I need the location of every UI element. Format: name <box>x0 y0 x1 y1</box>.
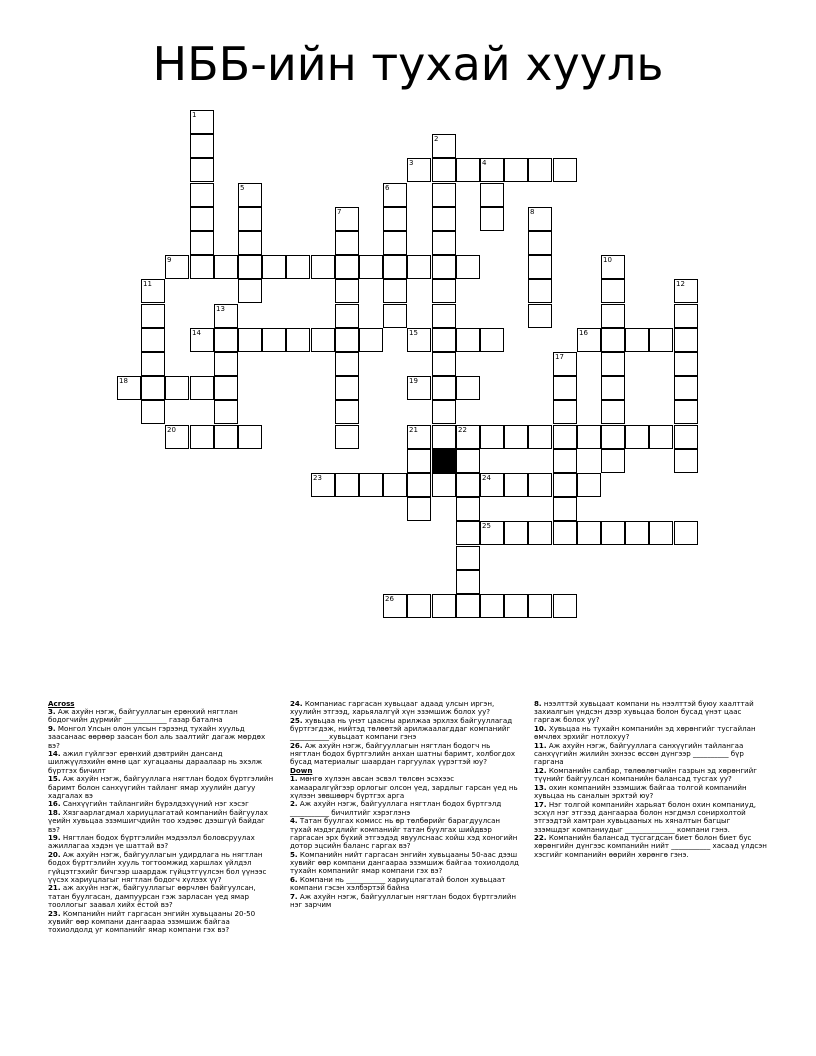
clue-item <box>48 725 276 750</box>
grid-cell[interactable] <box>432 594 456 618</box>
grid-cell[interactable] <box>480 158 504 182</box>
clue-number: 13 <box>216 305 225 313</box>
grid-cell[interactable] <box>504 158 528 182</box>
grid-cell[interactable] <box>407 158 431 182</box>
clue-item-text: Компанийн нийт гаргасан энгийн хувьцааны 20-50 хувийг өөр компани дангаараа эзэмшиж байгаа тохиолдолд уг компанийг ямар компани гэх вэ? <box>48 908 256 934</box>
grid-cell[interactable] <box>432 376 456 400</box>
clue-item-text: охин компанийн эзэмшиж байгаа толгой компанийн хувьцаа нь саналын эрхтэй юу? <box>534 783 747 801</box>
grid-cell[interactable] <box>674 328 698 352</box>
grid-cell[interactable] <box>383 279 407 303</box>
clue-number: 9 <box>167 256 172 264</box>
grid-cell[interactable] <box>311 328 335 352</box>
grid-cell[interactable] <box>553 521 577 545</box>
grid-cell[interactable] <box>432 207 456 231</box>
clue-item <box>290 717 520 742</box>
grid-cell[interactable] <box>601 521 625 545</box>
grid-cell[interactable] <box>456 497 480 521</box>
clue-number: 5 <box>240 184 245 192</box>
clue-number: 4 <box>482 159 487 167</box>
grid-cell[interactable] <box>553 352 577 376</box>
clue-number: 12 <box>676 280 685 288</box>
clue-item <box>534 700 768 725</box>
clue-item <box>290 700 520 716</box>
grid-cell[interactable] <box>190 231 214 255</box>
clue-number: 18 <box>119 377 128 385</box>
grid-cell[interactable] <box>456 594 480 618</box>
grid-cell[interactable] <box>359 255 383 279</box>
grid-cell[interactable] <box>674 376 698 400</box>
grid-cell[interactable] <box>141 352 165 376</box>
grid-cell[interactable] <box>335 255 359 279</box>
clue-item-text: Компанийн балансад тусгагдсан биет болон биет бус хөрөнгийн дүнгээс компанийн нийт ___________ хасаад үлдсэн хэсгийг компанийн өөрийн хөрөнгө гэнэ. <box>534 833 767 859</box>
grid-cell[interactable] <box>649 521 673 545</box>
grid-cell[interactable] <box>214 304 238 328</box>
grid-cell[interactable] <box>432 279 456 303</box>
clue-item-text: Аж ахуйн нэгж, байгууллага санхүүгийн тайлангаа санхүүгийн жилийн эхнээс өссөн дүнгээр __________ бүр гаргана <box>534 741 744 767</box>
clue-item <box>534 801 768 834</box>
clue-item-text: Монгол Улсын олон улсын гэрээнд тухайн хуульд заасанаас өөрөөр заасан бол аль заалтийг дагаж мөрдөх вэ? <box>48 724 266 750</box>
clue-item-text: Татан буулгах комисс нь өр төлбөрийг барагдуулсан тухай мэдэгдлийг компанийг татан буулгах шийдвэр гаргасан эрх бүхий этгээдэд явуулснаас хойш хэд хоногийн дотор эцсийн баланс гаргах вэ? <box>290 816 518 850</box>
clue-number: 19 <box>409 377 418 385</box>
clue-item-text: Аж ахуйн нэгж, байгууллага нягтлан бодох бүртгэлд ___________ бичилтийг хэрэглэнэ <box>290 799 502 817</box>
puzzle-title: НББ-ийн тухай хууль <box>152 37 664 91</box>
grid-cell[interactable] <box>674 521 698 545</box>
clue-item-text: нээлттэй хувьцаат компани нь нээлттэй буюу хаалттай захиалгын үндсэн дээр хувьцаа болон бусад үнэт цаас гаргаж болох уу? <box>534 699 754 725</box>
clue-item-number: 14. <box>48 749 61 759</box>
grid-cell[interactable] <box>577 425 601 449</box>
clue-item-number: 1. <box>290 774 298 784</box>
clue-number: 7 <box>337 208 342 216</box>
clue-number: 20 <box>167 426 176 434</box>
clue-item-number: 16. <box>48 799 61 809</box>
grid-cell[interactable] <box>432 183 456 207</box>
clue-item-number: 19. <box>48 833 61 843</box>
clue-item-number: 25. <box>290 715 303 725</box>
grid-cell[interactable] <box>601 352 625 376</box>
clue-item <box>290 893 520 909</box>
grid-cell[interactable] <box>238 231 262 255</box>
grid-cell[interactable] <box>335 352 359 376</box>
grid-cell[interactable] <box>407 594 431 618</box>
grid-cell[interactable] <box>674 449 698 473</box>
grid-cell[interactable] <box>674 425 698 449</box>
grid-cell[interactable] <box>601 279 625 303</box>
grid-cell[interactable] <box>383 207 407 231</box>
grid-cell[interactable] <box>383 473 407 497</box>
clue-number: 16 <box>579 329 588 337</box>
clue-item-text: Компани нь ___________ хариуцлагатай болон хувьцаат компани гэсэн хэлбэртэй байна <box>290 874 506 892</box>
grid-cell[interactable] <box>649 328 673 352</box>
grid-cell[interactable] <box>601 328 625 352</box>
grid-cell[interactable] <box>190 110 214 134</box>
grid-cell[interactable] <box>286 328 310 352</box>
clue-item-number: 2. <box>290 799 298 809</box>
clue-item <box>48 884 276 909</box>
grid-cell[interactable] <box>456 328 480 352</box>
clue-item-text: Санхүүгийн тайлангийн бүрэлдэхүүний нэг хэсэг <box>62 799 249 809</box>
grid-cell[interactable] <box>214 255 238 279</box>
clue-item-number: 13. <box>534 783 547 793</box>
grid-cell[interactable] <box>141 304 165 328</box>
clue-number: 10 <box>603 256 612 264</box>
clue-item-number: 8. <box>534 699 542 708</box>
grid-cell[interactable] <box>674 400 698 424</box>
grid-cell[interactable] <box>165 376 189 400</box>
grid-cell[interactable] <box>238 279 262 303</box>
grid-cell[interactable] <box>432 352 456 376</box>
grid-cell[interactable] <box>480 328 504 352</box>
grid-cell[interactable] <box>504 594 528 618</box>
clue-item-text: Хязгаарлагдмал хариуцлагатай компанийн байгуулах үеийн хувьцаа эзэмшигчдийн тоо хэдэөс дээшгүй байдаг вэ? <box>48 808 268 834</box>
grid-cell[interactable] <box>456 521 480 545</box>
clue-item <box>534 742 768 767</box>
grid-cell[interactable] <box>214 400 238 424</box>
clue-number: 26 <box>385 595 394 603</box>
grid-cell[interactable] <box>504 521 528 545</box>
clue-item <box>290 742 520 767</box>
grid-cell[interactable] <box>601 449 625 473</box>
grid-cell[interactable] <box>407 328 431 352</box>
clue-item-number: 6. <box>290 874 298 884</box>
grid-cell[interactable] <box>190 255 214 279</box>
grid-cell[interactable] <box>335 425 359 449</box>
clue-number: 1 <box>192 111 197 119</box>
grid-cell[interactable] <box>674 279 698 303</box>
grid-cell[interactable] <box>190 207 214 231</box>
clue-item-number: 18. <box>48 808 61 818</box>
across-heading: Across <box>48 699 75 708</box>
grid-cell[interactable] <box>553 158 577 182</box>
clue-item-text: Аж ахуйн нэгж, байгууллага нягтлан бодох бүртгэлийн баримт болон санхүүгийн тайланг ямар хуулийн дагуу хадгалах вэ <box>48 774 274 800</box>
grid-cell[interactable] <box>407 376 431 400</box>
grid-cell[interactable] <box>165 425 189 449</box>
clue-item <box>534 767 768 783</box>
clue-item-number: 15. <box>48 774 61 784</box>
black-cell <box>432 449 456 473</box>
clue-number: 22 <box>458 426 467 434</box>
grid-cell[interactable] <box>553 594 577 618</box>
grid-cell[interactable] <box>190 425 214 449</box>
grid-cell[interactable] <box>335 473 359 497</box>
clue-item-number: 11. <box>534 741 547 751</box>
clue-item-text: Аж ахуйн нэгж, байгууллагын ерөнхий нягтлан бодогчийн дүрмийг ____________ газар батална <box>48 707 238 725</box>
grid-cell[interactable] <box>141 279 165 303</box>
grid-cell[interactable] <box>311 255 335 279</box>
clue-item-text: Компанийн нийт гаргасан энгийн хувьцааны 50-аас дээш хувийг өөр компани дангаараа эзэмшиж байгаа тохиолдолд тухайн компанийг ямар компани гэх вэ? <box>290 849 519 876</box>
clue-item <box>290 876 520 892</box>
grid-cell[interactable] <box>359 328 383 352</box>
grid-cell[interactable] <box>190 328 214 352</box>
clue-number: 24 <box>482 474 491 482</box>
clue-number: 15 <box>409 329 418 337</box>
clue-item-number: 7. <box>290 891 298 901</box>
grid-cell[interactable] <box>456 425 480 449</box>
grid-cell[interactable] <box>432 400 456 424</box>
grid-cell[interactable] <box>528 425 552 449</box>
grid-cell[interactable] <box>601 376 625 400</box>
grid-cell[interactable] <box>141 376 165 400</box>
clue-item <box>48 910 276 935</box>
clue-number: 23 <box>313 474 322 482</box>
grid-cell[interactable] <box>407 473 431 497</box>
clue-item <box>290 775 520 800</box>
clue-item-text: Аж ахуйн нэгж, байгууллагын удирдлага нь нягтлан бодох бүртгэлийн хууль тогтоомжид харшлах үйлдэл гүйцэтгэхийг бичгээр шаардаж гүйцэтгүүлсэн бол үүнээс үүсэх хариуцлагыг нягтлан бодогч хүлээх үү? <box>48 850 267 884</box>
grid-cell[interactable] <box>335 207 359 231</box>
grid-cell[interactable] <box>432 134 456 158</box>
grid-cell[interactable] <box>480 473 504 497</box>
clues-column-3 <box>534 700 768 859</box>
clue-item <box>48 775 276 800</box>
grid-cell[interactable] <box>432 231 456 255</box>
clue-item-number: 4. <box>290 816 298 826</box>
grid-cell[interactable] <box>432 328 456 352</box>
clue-item <box>48 750 276 775</box>
clue-item-text: мөнгө хүлээн авсан эсвэл төлсөн эсэхээс хамааралгүйгээр орлогыг олсон үед, зардлыг гарсан үед нь хүлээн зөвшөөрч бүртгэх арга <box>290 774 518 800</box>
clues-column-1 <box>48 700 276 935</box>
grid-cell[interactable] <box>577 328 601 352</box>
grid-cell[interactable] <box>480 594 504 618</box>
grid-cell[interactable] <box>528 158 552 182</box>
grid-cell[interactable] <box>528 279 552 303</box>
grid-cell[interactable] <box>553 376 577 400</box>
clue-item-text: Нэг толгой компанийн харьяат болон охин компаниуд, эсхүл нэг этгээд дангаараа болон нэгдмэл сонирхолтой этгээдтэй хамтран хувьцааных нь хяналтын багцыг эзэмшдэг компаниудыг ______________ компани гэнэ. <box>534 799 757 834</box>
grid-cell[interactable] <box>480 207 504 231</box>
clue-item-number: 12. <box>534 766 547 776</box>
clue-item <box>290 851 520 876</box>
clue-number: 11 <box>143 280 152 288</box>
grid-cell[interactable] <box>432 425 456 449</box>
grid-cell[interactable] <box>383 594 407 618</box>
grid-cell[interactable] <box>238 207 262 231</box>
clue-item-number: 10. <box>534 724 547 734</box>
grid-cell[interactable] <box>553 449 577 473</box>
grid-cell[interactable] <box>383 183 407 207</box>
grid-cell[interactable] <box>190 134 214 158</box>
grid-cell[interactable] <box>528 255 552 279</box>
grid-cell[interactable] <box>214 328 238 352</box>
grid-cell[interactable] <box>528 473 552 497</box>
clue-item-text: Компанийн салбар, төлөөлөгчийн газрын эд хөрөнгийг түүнийг байгуулсан компанийн балансад тусгах уу? <box>534 766 758 784</box>
grid-cell[interactable] <box>553 497 577 521</box>
grid-cell[interactable] <box>190 158 214 182</box>
grid-cell[interactable] <box>674 352 698 376</box>
clue-item-number: 21. <box>48 883 61 893</box>
grid-cell[interactable] <box>674 304 698 328</box>
grid-cell[interactable] <box>238 183 262 207</box>
grid-cell[interactable] <box>456 158 480 182</box>
grid-cell[interactable] <box>601 255 625 279</box>
grid-cell[interactable] <box>504 425 528 449</box>
grid-cell[interactable] <box>577 521 601 545</box>
clue-item <box>48 851 276 884</box>
clue-item-number: 23. <box>48 908 61 918</box>
grid-cell[interactable] <box>456 570 480 594</box>
grid-cell[interactable] <box>432 473 456 497</box>
grid-cell[interactable] <box>456 546 480 570</box>
grid-cell[interactable] <box>214 352 238 376</box>
clue-number: 3 <box>409 159 414 167</box>
grid-cell[interactable] <box>528 521 552 545</box>
grid-cell[interactable] <box>407 425 431 449</box>
grid-cell[interactable] <box>335 231 359 255</box>
grid-cell[interactable] <box>432 304 456 328</box>
grid-cell[interactable] <box>625 328 649 352</box>
grid-cell[interactable] <box>528 231 552 255</box>
clue-number: 2 <box>434 135 439 143</box>
grid-cell[interactable] <box>117 376 141 400</box>
clue-item-number: 3. <box>48 707 56 717</box>
clue-item-text: ажил гүйлгээг ерөнхий дэвтрийн дансанд шилжүүлэхийн өмнө цаг хугацааны дараалаар нь эхэлж бүртгэх бичилт <box>48 749 263 775</box>
grid-cell[interactable] <box>601 400 625 424</box>
grid-cell[interactable] <box>456 449 480 473</box>
grid-cell[interactable] <box>480 521 504 545</box>
clue-item <box>534 834 768 859</box>
grid-cell[interactable] <box>577 473 601 497</box>
clue-number: 8 <box>530 208 535 216</box>
grid-cell[interactable] <box>649 425 673 449</box>
grid-cell[interactable] <box>553 473 577 497</box>
grid-cell[interactable] <box>407 255 431 279</box>
grid-cell[interactable] <box>456 376 480 400</box>
clue-number: 6 <box>385 184 390 192</box>
grid-cell[interactable] <box>432 158 456 182</box>
clue-number: 14 <box>192 329 201 337</box>
clue-item-text: Аж ахуйн нэгж, байгууллагын нягтлан бодох бүртгэлийн нэг зарчим <box>290 891 517 909</box>
grid-cell[interactable] <box>141 328 165 352</box>
grid-cell[interactable] <box>528 304 552 328</box>
clue-item <box>290 817 520 850</box>
grid-cell[interactable] <box>383 304 407 328</box>
clue-number: 21 <box>409 426 418 434</box>
grid-cell[interactable] <box>625 425 649 449</box>
clue-item-number: 9. <box>48 724 56 734</box>
grid-cell[interactable] <box>165 255 189 279</box>
grid-cell[interactable] <box>601 304 625 328</box>
grid-cell[interactable] <box>553 400 577 424</box>
grid-cell[interactable] <box>504 473 528 497</box>
clue-number: 25 <box>482 522 491 530</box>
grid-cell[interactable] <box>528 594 552 618</box>
grid-cell[interactable] <box>238 328 262 352</box>
clue-item <box>48 708 276 724</box>
grid-cell[interactable] <box>359 473 383 497</box>
grid-cell[interactable] <box>238 425 262 449</box>
clue-item-number: 22. <box>534 833 547 843</box>
clue-number: 17 <box>555 353 564 361</box>
grid-cell[interactable] <box>262 328 286 352</box>
grid-cell[interactable] <box>383 255 407 279</box>
grid-cell[interactable] <box>141 400 165 424</box>
grid-cell[interactable] <box>262 255 286 279</box>
clue-item <box>290 800 520 816</box>
grid-cell[interactable] <box>407 497 431 521</box>
grid-cell[interactable] <box>238 255 262 279</box>
grid-cell[interactable] <box>311 473 335 497</box>
grid-cell[interactable] <box>383 231 407 255</box>
grid-cell[interactable] <box>335 376 359 400</box>
clue-item <box>48 834 276 850</box>
grid-cell[interactable] <box>625 521 649 545</box>
grid-cell[interactable] <box>601 425 625 449</box>
grid-cell[interactable] <box>553 425 577 449</box>
clue-item-text: аж ахуйн нэгж, байгууллагыг өөрчлөн байгуулсан, татан буулгасан, дампуурсан гэж зарласан үед ямар тооллогыг заавал хийх ёстой вэ? <box>48 883 256 909</box>
grid-cell[interactable] <box>456 473 480 497</box>
grid-cell[interactable] <box>480 425 504 449</box>
clue-item-text: Компаниас гаргасан хувьцааг адаад улсын иргэн, хуулийн этгээд, харьялалгүй хүн эзэмшиж болох уу? <box>290 699 495 717</box>
grid-cell[interactable] <box>190 183 214 207</box>
clue-item-number: 26. <box>290 741 303 751</box>
clue-item <box>534 784 768 800</box>
clue-item-text: Аж ахуйн нэгж, байгууллагын нягтлан бодогч нь нягтлан бодох бүртгэлийн анхан шатны баримт, холбогдох бусад материалыг шаардан гаргуулах үүрэгтэй юу? <box>290 741 516 767</box>
clue-item-number: 5. <box>290 849 298 859</box>
grid-cell[interactable] <box>214 425 238 449</box>
grid-cell[interactable] <box>335 279 359 303</box>
grid-cell[interactable] <box>286 255 310 279</box>
clues-column-2 <box>290 700 520 910</box>
clue-item-text: Нягтлан бодох бүртгэлийн мэдээлэл боловсруулах ажиллагаа хэдэн үе шаттай вэ? <box>48 833 255 851</box>
grid-cell[interactable] <box>528 207 552 231</box>
grid-cell[interactable] <box>335 400 359 424</box>
grid-cell[interactable] <box>407 449 431 473</box>
grid-cell[interactable] <box>480 183 504 207</box>
clue-item-number: 17. <box>534 799 547 809</box>
grid-cell[interactable] <box>456 255 480 279</box>
clue-item-number: 20. <box>48 850 61 860</box>
grid-cell[interactable] <box>190 376 214 400</box>
clue-item <box>534 725 768 741</box>
down-heading: Down <box>290 766 313 776</box>
grid-cell[interactable] <box>214 376 238 400</box>
grid-cell[interactable] <box>335 328 359 352</box>
grid-cell[interactable] <box>432 255 456 279</box>
clue-item-number: 24. <box>290 699 303 708</box>
clue-item-text: Хувьцаа нь тухайн компанийн эд хөрөнгийг тусгайлан өмчлөх эрхийг нотлохуу? <box>534 724 756 742</box>
grid-cell[interactable] <box>335 304 359 328</box>
clue-item <box>48 809 276 834</box>
clue-item-text: хувьцаа нь үнэт цаасны арилжаа эрхлэх байгууллагад бүртгэгдэж, нийтэд төлөөтэй арилжаалагддаг компанийг ___________хувьцаат компани гэнэ <box>290 715 513 742</box>
